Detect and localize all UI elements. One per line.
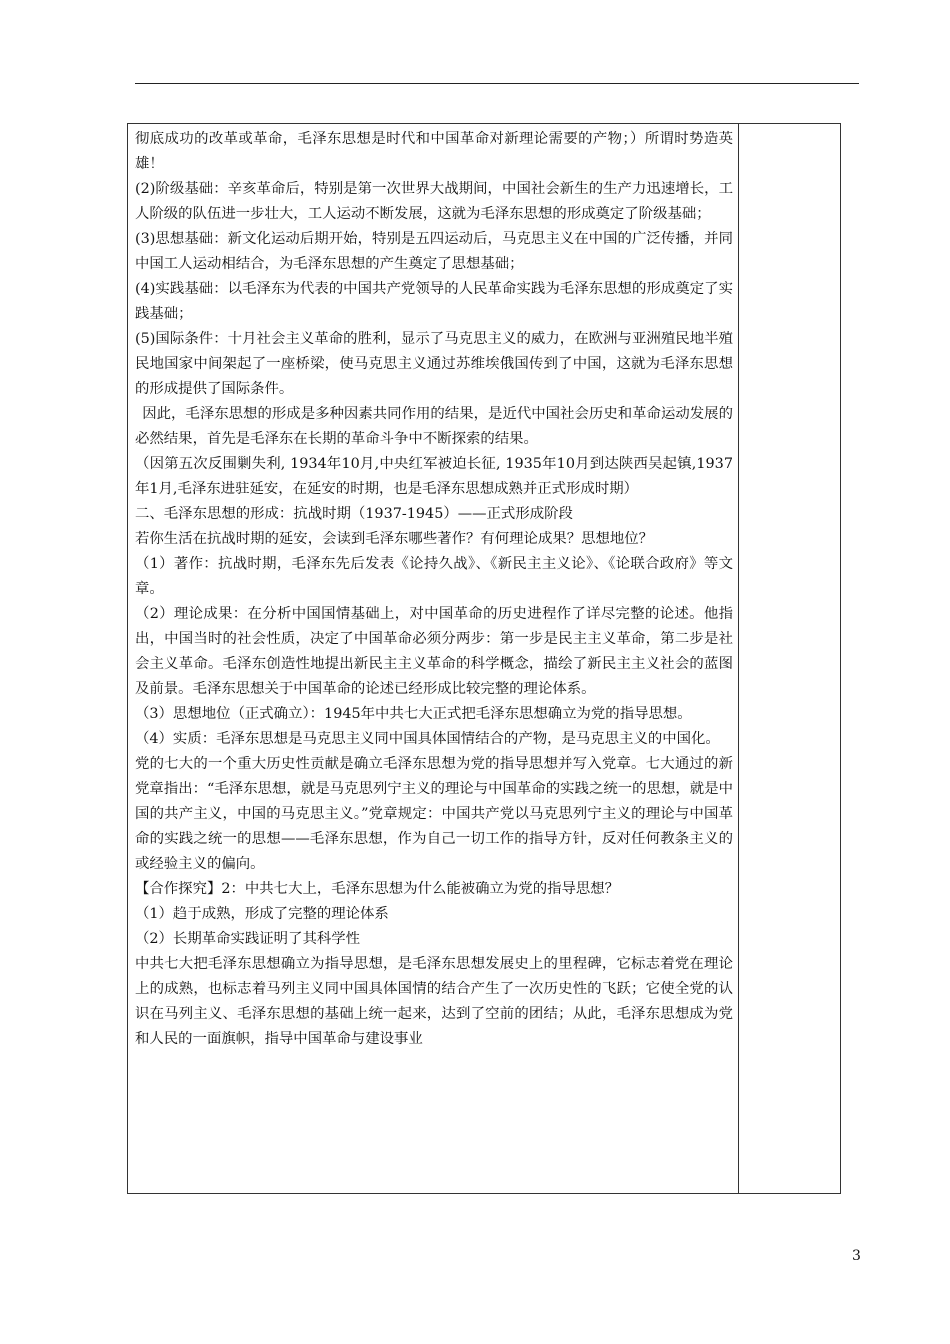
- paragraph-reason-1: （1）趋于成熟，形成了完整的理论体系: [135, 906, 389, 922]
- content-table: [127, 123, 841, 1194]
- paragraph-long-march-note: （因第五次反围剿失利, 1934年10月,中央红军被迫长征, 1935年10月到达陕西吴起镇,1937年1月,毛泽东进驻延安，在延安的时期，也是毛泽东思想成熟并正式形成时期）: [135, 456, 733, 497]
- paragraph-reason-2: （2）长期革命实践证明了其科学性: [135, 931, 361, 947]
- paragraph-theory-results: （2）理论成果：在分析中国国情基础上，对中国革命的历史进程作了详尽完整的论述。他指出，中国当时的社会性质，决定了中国革命必须分两步：第一步是民主主义革命，第二步是社会主义革命。毛泽东创造性地提出新民主主义革命的科学概念，描绘了新民主主义社会的蓝图及前景。毛泽东思想关于中国革命的论述已经形成比较完整的理论体系。: [135, 606, 733, 697]
- notes-column-divider: [738, 124, 739, 1193]
- paragraph-continuation: 彻底成功的改革或革命，毛泽东思想是时代和中国革命对新理论需要的产物；）所谓时势造英雄！: [135, 131, 733, 172]
- header-rule: [135, 83, 859, 84]
- paragraph-essence: （4）实质：毛泽东思想是马克思主义同中国具体国情结合的产物，是马克思主义的中国化。: [135, 731, 720, 747]
- paragraph-conclusion: 因此，毛泽东思想的形成是多种因素共同作用的结果，是近代中国社会历史和革命运动发展的必然结果，首先是毛泽东在长期的革命斗争中不断探索的结果。: [135, 406, 733, 447]
- paragraph-practical-basis: (4)实践基础：以毛泽东为代表的中国共产党领导的人民革命实践为毛泽东思想的形成奠定了实践基础；: [135, 281, 733, 322]
- main-text-cell: [135, 127, 733, 1052]
- paragraph-cooperative-inquiry: 【合作探究】2：中共七大上，毛泽东思想为什么能被确立为党的指导思想？: [135, 881, 620, 897]
- paragraph-milestone: 中共七大把毛泽东思想确立为指导思想，是毛泽东思想发展史上的里程碑，它标志着党在理论上的成熟，也标志着马列主义同中国具体国情的结合产生了一次历史性的飞跃；它使全党的认识在马列主义、毛泽东思想的基础上统一起来，达到了空前的团结；从此，毛泽东思想成为党和人民的一面旗帜，指导中国革命与建设事业: [135, 956, 733, 1047]
- paragraph-ideological-status: （3）思想地位（正式确立）：1945年中共七大正式把毛泽东思想确立为党的指导思想。: [135, 706, 692, 722]
- paragraph-class-basis: (2)阶级基础：辛亥革命后，特别是第一次世界大战期间，中国社会新生的生产力迅速增长，工人阶级的队伍进一步壮大，工人运动不断发展，这就为毛泽东思想的形成奠定了阶级基础；: [135, 181, 733, 222]
- paragraph-ideological-basis: (3)思想基础：新文化运动后期开始，特别是五四运动后，马克思主义在中国的广泛传播，并同中国工人运动相结合，为毛泽东思想的产生奠定了思想基础；: [135, 231, 733, 272]
- paragraph-international-conditions: (5)国际条件：十月社会主义革命的胜利，显示了马克思主义的威力，在欧洲与亚洲殖民地半殖民地国家中间架起了一座桥梁，使马克思主义通过苏维埃俄国传到了中国，这就为毛泽东思想的形成提供了国际条件。: [135, 331, 733, 397]
- section-heading-formation: 二、毛泽东思想的形成：抗战时期（1937-1945）——正式形成阶段: [135, 506, 573, 522]
- page-number: 3: [852, 1248, 861, 1264]
- paragraph-seventh-congress: 党的七大的一个重大历史性贡献是确立毛泽东思想为党的指导思想并写入党章。七大通过的新党章指出：“毛泽东思想，就是马克思列宁主义的理论与中国革命的实践之统一的思想，就是中国的共产主义，中国的马克思主义。”党章规定：中国共产党以马克思列宁主义的理论与中国革命的实践之统一的思想——毛泽东思想，作为自己一切工作的指导方针，反对任何教条主义的或经验主义的偏向。: [135, 756, 733, 872]
- paragraph-question: 若你生活在抗战时期的延安，会读到毛泽东哪些著作？有何理论成果？思想地位？: [135, 531, 654, 547]
- paragraph-works: （1）著作：抗战时期，毛泽东先后发表《论持久战》、《新民主主义论》、《论联合政府》等文章。: [135, 556, 733, 597]
